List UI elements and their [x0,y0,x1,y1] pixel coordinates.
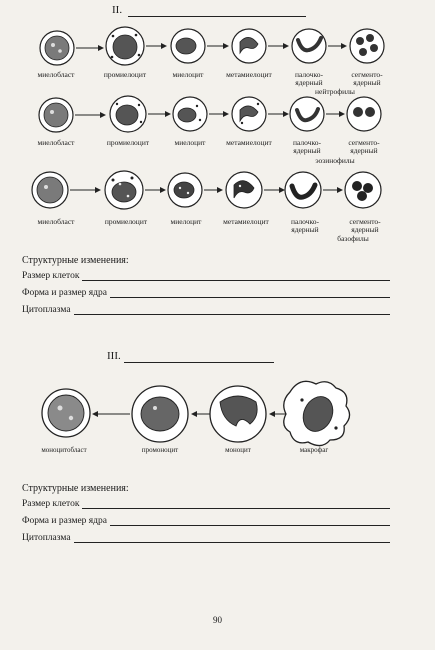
myelocyte-cell-1 [171,29,205,63]
section-3-cytoplasm-blank[interactable] [74,533,390,543]
monocyte-cell [210,386,266,442]
page-number: 90 [213,615,222,625]
myeloblast-cell-2 [39,98,73,132]
section-3-cytoplasm-row [22,533,390,543]
myelocyte-cell-3 [168,173,202,207]
group-label-basophils: базофилы [337,234,369,243]
promonocyte-cell [132,386,188,442]
label-band-2: палочко- ядерный [293,138,321,155]
section-3-changes-heading: Структурные изменения: [22,483,129,494]
label-segmented-3: сегменто- ядерный [349,217,381,234]
metamyelocyte-cell-3 [226,172,262,208]
label-myelocyte-1: миелоцит [172,70,204,79]
section-2-size-blank[interactable] [82,271,390,281]
section-2-label: II. [112,4,123,16]
label-promyelocyte-1: промиелоцит [103,70,147,79]
label-segmented-1: сегменто- ядерный [351,70,383,87]
section-2-nucleus-blank[interactable] [110,288,390,298]
section-3-label: III. [107,350,121,362]
metamyelocyte-cell-2 [232,97,266,131]
label-segmented-2: сегменто- ядерный [348,138,380,155]
section-3-cytoplasm-label: Цитоплазма [22,533,71,543]
label-myeloblast-3: миелобласт [37,217,75,226]
label-metamyelocyte-3: метамиелоцит [223,217,269,226]
label-metamyelocyte-2: метамиелоцит [226,138,272,147]
section-2-cytoplasm-label: Цитоплазма [22,305,71,315]
band-basophil-cell [285,172,321,208]
section-3-nucleus-blank[interactable] [110,516,390,526]
label-promyelocyte-3: промиелоцит [104,217,148,226]
label-band-3: палочко- ядерный [291,217,319,234]
eosinophil-row [39,96,381,132]
basophil-row [32,171,381,209]
label-myelocyte-3: миелоцит [170,217,202,226]
section-3-size-row [22,499,390,509]
section-2-size-label: Размер клеток [22,271,80,281]
group-label-eosinophils: эозинофилы [315,156,355,165]
metamyelocyte-cell-1 [232,29,266,63]
myelocyte-cell-2 [173,97,207,131]
segmented-neutrophil-cell [350,29,384,63]
label-monocyte: моноцит [225,446,251,454]
promyelocyte-cell-2 [110,96,146,132]
band-neutrophil-cell [292,29,326,63]
label-metamyelocyte-1: метамиелоцит [226,70,272,79]
myeloblast-cell-3 [32,172,68,208]
promyelocyte-cell-3 [105,171,143,209]
section-2-cytoplasm-row [22,305,390,315]
section-3-nucleus-label: Форма и размер ядра [22,516,107,526]
section-3-size-blank[interactable] [82,499,390,509]
section-3-nucleus-row [22,516,390,526]
section-2-cytoplasm-blank[interactable] [74,305,390,315]
section-2-changes-heading: Структурные изменения: [22,255,129,266]
promyelocyte-cell-1 [106,27,144,65]
segmented-basophil-cell [345,172,381,208]
label-promonocyte: промоноцит [141,446,179,454]
macrophage-cell [284,381,350,445]
label-myelocyte-2: миелоцит [174,138,206,147]
label-myeloblast-2: миелобласт [37,138,75,147]
group-label-neutrophils: нейтрофилы [315,87,355,96]
segmented-eosinophil-cell [347,97,381,131]
neutrophil-row [40,27,384,65]
label-macrophage: макрофаг [299,446,329,454]
section-3-title-line [124,362,274,363]
section-2-nucleus-label: Форма и размер ядра [22,288,107,298]
label-band-1: палочко- ядерный [295,70,323,87]
label-monocytoblast: моноцитобласт [41,446,87,454]
myeloblast-cell-1 [40,31,74,65]
band-eosinophil-cell [290,97,324,131]
monocyte-row [42,381,350,445]
section-2-size-row [22,271,390,281]
section-2-nucleus-row [22,288,390,298]
section-3-size-label: Размер клеток [22,499,80,509]
label-myeloblast-1: миелобласт [37,70,75,79]
monocytoblast-cell [42,389,90,437]
label-promyelocyte-2: промиелоцит [106,138,150,147]
